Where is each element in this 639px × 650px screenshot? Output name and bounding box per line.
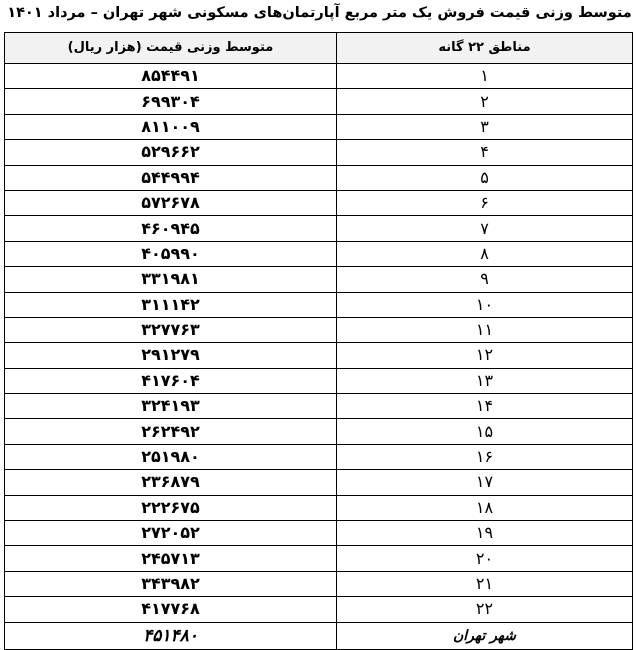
- price-cell: ۳۳۱۹۸۱: [5, 267, 337, 292]
- table-row: [5, 190, 633, 215]
- price-cell: ۲۵۱۹۸۰: [5, 444, 337, 469]
- region-cell: ۱۵: [337, 419, 633, 444]
- price-cell: ۶۹۹۳۰۴: [5, 89, 337, 114]
- price-cell: ۲۹۱۲۷۹: [5, 343, 337, 368]
- table-row: [5, 292, 633, 317]
- region-cell: ۶: [337, 190, 633, 215]
- price-cell: ۵۴۴۹۹۴: [5, 165, 337, 190]
- region-cell: ۱۸: [337, 495, 633, 520]
- region-cell: ۱۲: [337, 343, 633, 368]
- table-row: [5, 419, 633, 444]
- table-row: [5, 394, 633, 419]
- region-cell: ۱۹: [337, 521, 633, 546]
- region-cell: ۳: [337, 114, 633, 139]
- column-header-price: متوسط وزنی قیمت (هزار ریال): [5, 33, 337, 64]
- region-cell: ۱: [337, 64, 633, 89]
- table-row: [5, 343, 633, 368]
- table-row: [5, 216, 633, 241]
- table-row: [5, 267, 633, 292]
- region-cell: ۲۲: [337, 597, 633, 622]
- region-cell: ۷: [337, 216, 633, 241]
- table-row: [5, 597, 633, 622]
- region-cell: ۲۱: [337, 571, 633, 596]
- price-cell: ۴۶۰۹۴۵: [5, 216, 337, 241]
- table-row: [5, 546, 633, 571]
- table-row: [5, 64, 633, 89]
- price-cell: ۲۷۲۰۵۲: [5, 521, 337, 546]
- table-row: [5, 571, 633, 596]
- price-cell: ۲۴۵۷۱۳: [5, 546, 337, 571]
- region-cell: ۱۴: [337, 394, 633, 419]
- table-row: [5, 495, 633, 520]
- region-cell: ۲۰: [337, 546, 633, 571]
- region-cell: ۱۷: [337, 470, 633, 495]
- table-row: [5, 444, 633, 469]
- table-row: [5, 521, 633, 546]
- price-cell: ۵۷۲۶۷۸: [5, 190, 337, 215]
- table-row: [5, 114, 633, 139]
- price-cell: ۲۲۲۶۷۵: [5, 495, 337, 520]
- table-row: [5, 241, 633, 266]
- table-row: [5, 368, 633, 393]
- price-table: [4, 32, 633, 650]
- price-cell: ۴۱۷۷۶۸: [5, 597, 337, 622]
- region-cell: ۱۳: [337, 368, 633, 393]
- price-cell: ۵۲۹۶۶۲: [5, 140, 337, 165]
- price-cell: ۲۶۲۴۹۲: [5, 419, 337, 444]
- region-cell: ۲: [337, 89, 633, 114]
- region-cell: ۱۰: [337, 292, 633, 317]
- table-row: [5, 165, 633, 190]
- region-cell: ۹: [337, 267, 633, 292]
- region-cell: ۴: [337, 140, 633, 165]
- price-cell: ۸۵۴۴۹۱: [5, 64, 337, 89]
- total-price-cell: ۴۵۱۴۸۰: [5, 622, 337, 649]
- region-cell: ۵: [337, 165, 633, 190]
- price-cell: ۳۱۱۱۴۲: [5, 292, 337, 317]
- page-title: متوسط وزنی قیمت فروش یک متر مربع آپارتمان‌های مسکونی شهر تهران – مرداد ۱۴۰۱: [7, 5, 632, 21]
- price-cell: ۴۱۷۶۰۴: [5, 368, 337, 393]
- table-total-row: [5, 622, 633, 649]
- table-row: [5, 470, 633, 495]
- table-row: [5, 89, 633, 114]
- region-cell: ۱۶: [337, 444, 633, 469]
- table-header-row: [5, 33, 633, 64]
- price-cell: ۴۰۵۹۹۰: [5, 241, 337, 266]
- column-header-region: مناطق ۲۲ گانه: [337, 33, 633, 64]
- price-cell: ۲۳۶۸۷۹: [5, 470, 337, 495]
- price-cell: ۳۲۴۱۹۳: [5, 394, 337, 419]
- price-cell: ۳۴۳۹۸۲: [5, 571, 337, 596]
- table-row: [5, 317, 633, 342]
- price-cell: ۸۱۱۰۰۹: [5, 114, 337, 139]
- total-region-cell: شهر تهران: [337, 622, 633, 649]
- region-cell: ۸: [337, 241, 633, 266]
- price-cell: ۳۲۷۷۶۳: [5, 317, 337, 342]
- table-row: [5, 140, 633, 165]
- region-cell: ۱۱: [337, 317, 633, 342]
